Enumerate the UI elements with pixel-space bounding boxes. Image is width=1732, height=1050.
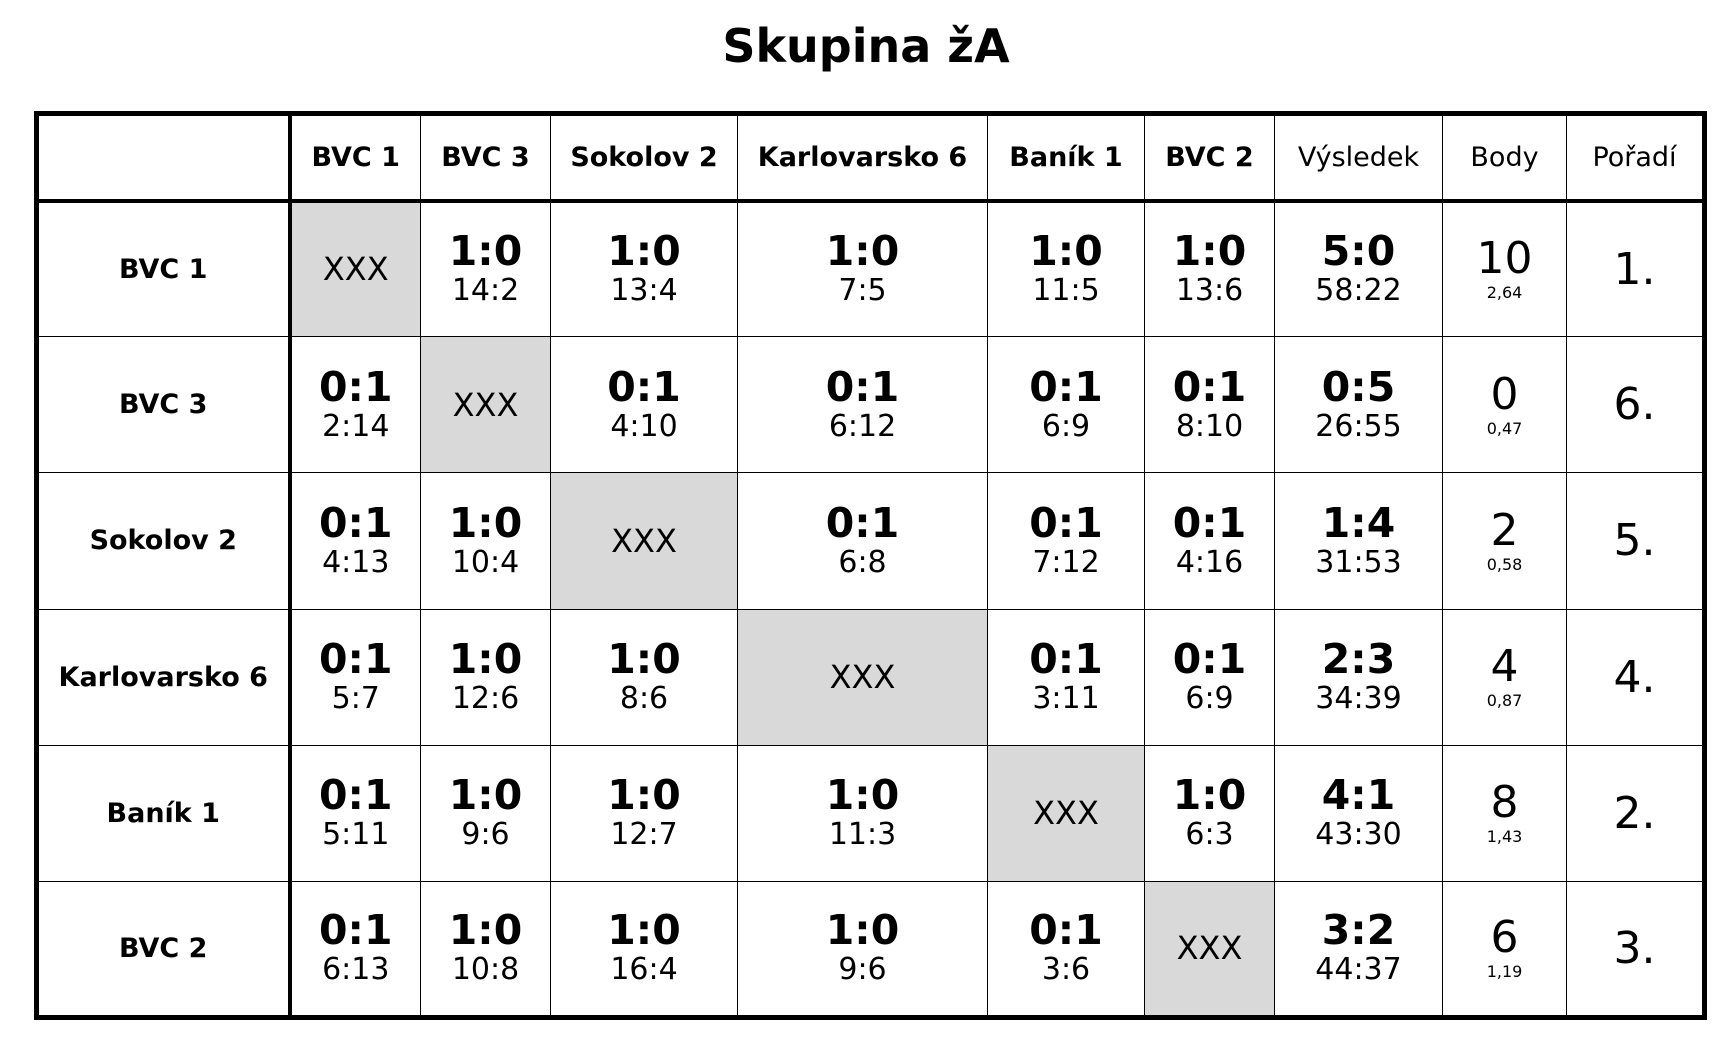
match-cell [290,881,421,1017]
match-cell [421,881,551,1017]
match-score: 6:3 [1185,817,1234,853]
match-cell [738,881,988,1017]
total-result: 0:5 [1321,362,1396,411]
match-score: 13:6 [1175,273,1244,309]
match-score: 3:11 [1032,681,1100,717]
match-cell [290,473,421,609]
match-result: 1:0 [448,498,523,547]
match-score: 7:5 [838,273,887,309]
match-result: 0:1 [1029,498,1103,547]
total-score: 58:22 [1315,273,1402,309]
points-cell [1443,881,1567,1017]
column-header: BVC 1 [290,114,421,201]
group-table [34,111,1707,1020]
result-cell [1275,609,1443,745]
rank-cell: 1. [1567,201,1705,337]
result-cell [1275,473,1443,609]
match-score: 9:6 [461,817,510,853]
match-cell [551,881,738,1017]
match-result: 0:1 [607,362,681,411]
match-cell [738,745,988,881]
row-team-name: BVC 1 [37,201,290,337]
column-header-rank: Pořadí [1567,114,1705,201]
points-value: 8 [1490,777,1519,829]
match-score: 14:2 [451,273,520,309]
row-team-name: BVC 3 [37,337,290,473]
score-ratio: 0,58 [1486,554,1523,574]
points-value: 10 [1476,233,1533,285]
self-match-cell: XXX [421,337,551,473]
match-cell [738,473,988,609]
column-header: BVC 2 [1145,114,1275,201]
match-score: 8:6 [619,681,669,717]
result-cell [1275,337,1443,473]
column-header-result: Výsledek [1275,114,1443,201]
column-header: Baník 1 [988,114,1145,201]
match-result: 0:1 [319,906,393,955]
match-score: 4:16 [1175,544,1244,580]
match-score: 4:13 [322,544,390,580]
match-cell [988,473,1145,609]
table-row [37,745,1705,881]
match-result: 1:0 [448,635,523,684]
match-score: 12:6 [451,681,520,717]
match-score: 5:7 [331,681,380,717]
result-cell [1275,745,1443,881]
row-team-name: Sokolov 2 [37,473,290,609]
match-result: 1:0 [825,906,900,955]
match-score: 4:10 [610,408,678,444]
match-result: 0:1 [825,362,900,411]
match-result: 1:0 [448,227,523,276]
match-result: 1:0 [607,771,681,820]
match-score: 8:10 [1175,408,1244,444]
points-value: 0 [1490,368,1519,420]
result-cell [1275,881,1443,1017]
score-ratio: 2,64 [1486,283,1523,303]
match-score: 6:13 [322,952,390,988]
self-match-cell: XXX [290,201,421,337]
match-cell [290,337,421,473]
match-score: 12:7 [610,817,678,853]
table-row [37,881,1705,1017]
match-score: 10:8 [451,952,520,988]
match-score: 5:11 [322,817,390,853]
match-result: 0:1 [319,771,393,820]
match-result: 0:1 [1029,362,1103,411]
score-ratio: 0,87 [1486,691,1523,711]
points-value: 4 [1490,641,1519,693]
match-cell [421,473,551,609]
match-cell [551,201,738,337]
match-score: 7:12 [1032,544,1100,580]
match-score: 6:9 [1041,408,1091,444]
corner-cell [37,114,290,201]
match-result: 1:0 [825,771,900,820]
match-cell [290,745,421,881]
match-result: 0:1 [319,362,393,411]
match-score: 10:4 [451,544,520,580]
row-team-name: Baník 1 [37,745,290,881]
self-match-cell: XXX [1145,881,1275,1017]
table-row [37,201,1705,337]
points-cell [1443,473,1567,609]
points-cell [1443,201,1567,337]
points-cell [1443,609,1567,745]
match-cell [1145,473,1275,609]
match-result: 0:1 [1172,635,1247,684]
match-score: 3:6 [1041,952,1091,988]
points-cell [1443,745,1567,881]
page-title: Skupina žA [722,19,1010,73]
match-score: 11:3 [828,817,897,853]
total-result: 3:2 [1321,906,1396,955]
match-cell [1145,201,1275,337]
match-cell [988,337,1145,473]
points-value: 6 [1490,912,1519,964]
match-result: 1:0 [1172,771,1247,820]
match-result: 0:1 [319,635,393,684]
self-match-cell: XXX [738,609,988,745]
match-score: 11:5 [1032,273,1100,309]
header-row [37,114,1705,201]
match-result: 0:1 [1172,498,1247,547]
rank-cell: 3. [1567,881,1705,1017]
match-result: 1:0 [607,906,681,955]
match-result: 1:0 [448,906,523,955]
total-score: 44:37 [1315,952,1402,988]
match-result: 0:1 [1029,906,1103,955]
match-cell [421,745,551,881]
match-score: 6:8 [838,544,887,580]
total-score: 31:53 [1315,544,1402,580]
match-result: 1:0 [607,227,681,276]
match-cell [1145,609,1275,745]
match-result: 0:1 [1029,635,1103,684]
total-score: 34:39 [1315,681,1402,717]
match-cell [551,609,738,745]
total-score: 43:30 [1315,817,1402,853]
row-team-name: BVC 2 [37,881,290,1017]
total-result: 5:0 [1321,227,1396,276]
match-cell [551,745,738,881]
match-result: 1:0 [1029,227,1103,276]
match-score: 13:4 [610,273,678,309]
match-result: 0:1 [319,498,393,547]
points-cell [1443,337,1567,473]
match-result: 1:0 [1172,227,1247,276]
total-result: 1:4 [1321,498,1396,547]
self-match-cell: XXX [988,745,1145,881]
match-cell [421,201,551,337]
match-cell [1145,745,1275,881]
score-ratio: 1,43 [1486,827,1523,847]
row-team-name: Karlovarsko 6 [37,609,290,745]
total-result: 4:1 [1321,771,1396,820]
match-result: 1:0 [448,771,523,820]
rank-cell: 5. [1567,473,1705,609]
match-cell [551,337,738,473]
column-header: Karlovarsko 6 [738,114,988,201]
total-result: 2:3 [1321,635,1396,684]
score-ratio: 0,47 [1486,418,1523,438]
match-cell [988,201,1145,337]
match-score: 9:6 [838,952,887,988]
rank-cell: 6. [1567,337,1705,473]
column-header: BVC 3 [421,114,551,201]
match-cell [738,201,988,337]
match-cell [738,337,988,473]
points-value: 2 [1490,504,1519,556]
match-score: 16:4 [610,952,678,988]
match-score: 2:14 [322,408,390,444]
column-header: Sokolov 2 [551,114,738,201]
match-result: 1:0 [607,635,681,684]
match-result: 0:1 [825,498,900,547]
match-cell [988,609,1145,745]
match-cell [1145,337,1275,473]
table-row [37,337,1705,473]
total-score: 26:55 [1315,408,1402,444]
match-cell [421,609,551,745]
table-row [37,473,1705,609]
rank-cell: 4. [1567,609,1705,745]
rank-cell: 2. [1567,745,1705,881]
match-score: 6:9 [1185,681,1234,717]
self-match-cell: XXX [551,473,738,609]
result-cell [1275,201,1443,337]
table-row [37,609,1705,745]
match-cell [988,881,1145,1017]
column-header-points: Body [1443,114,1567,201]
match-score: 6:12 [828,408,897,444]
match-result: 0:1 [1172,362,1247,411]
match-result: 1:0 [825,227,900,276]
score-ratio: 1,19 [1486,962,1523,982]
match-cell [290,609,421,745]
